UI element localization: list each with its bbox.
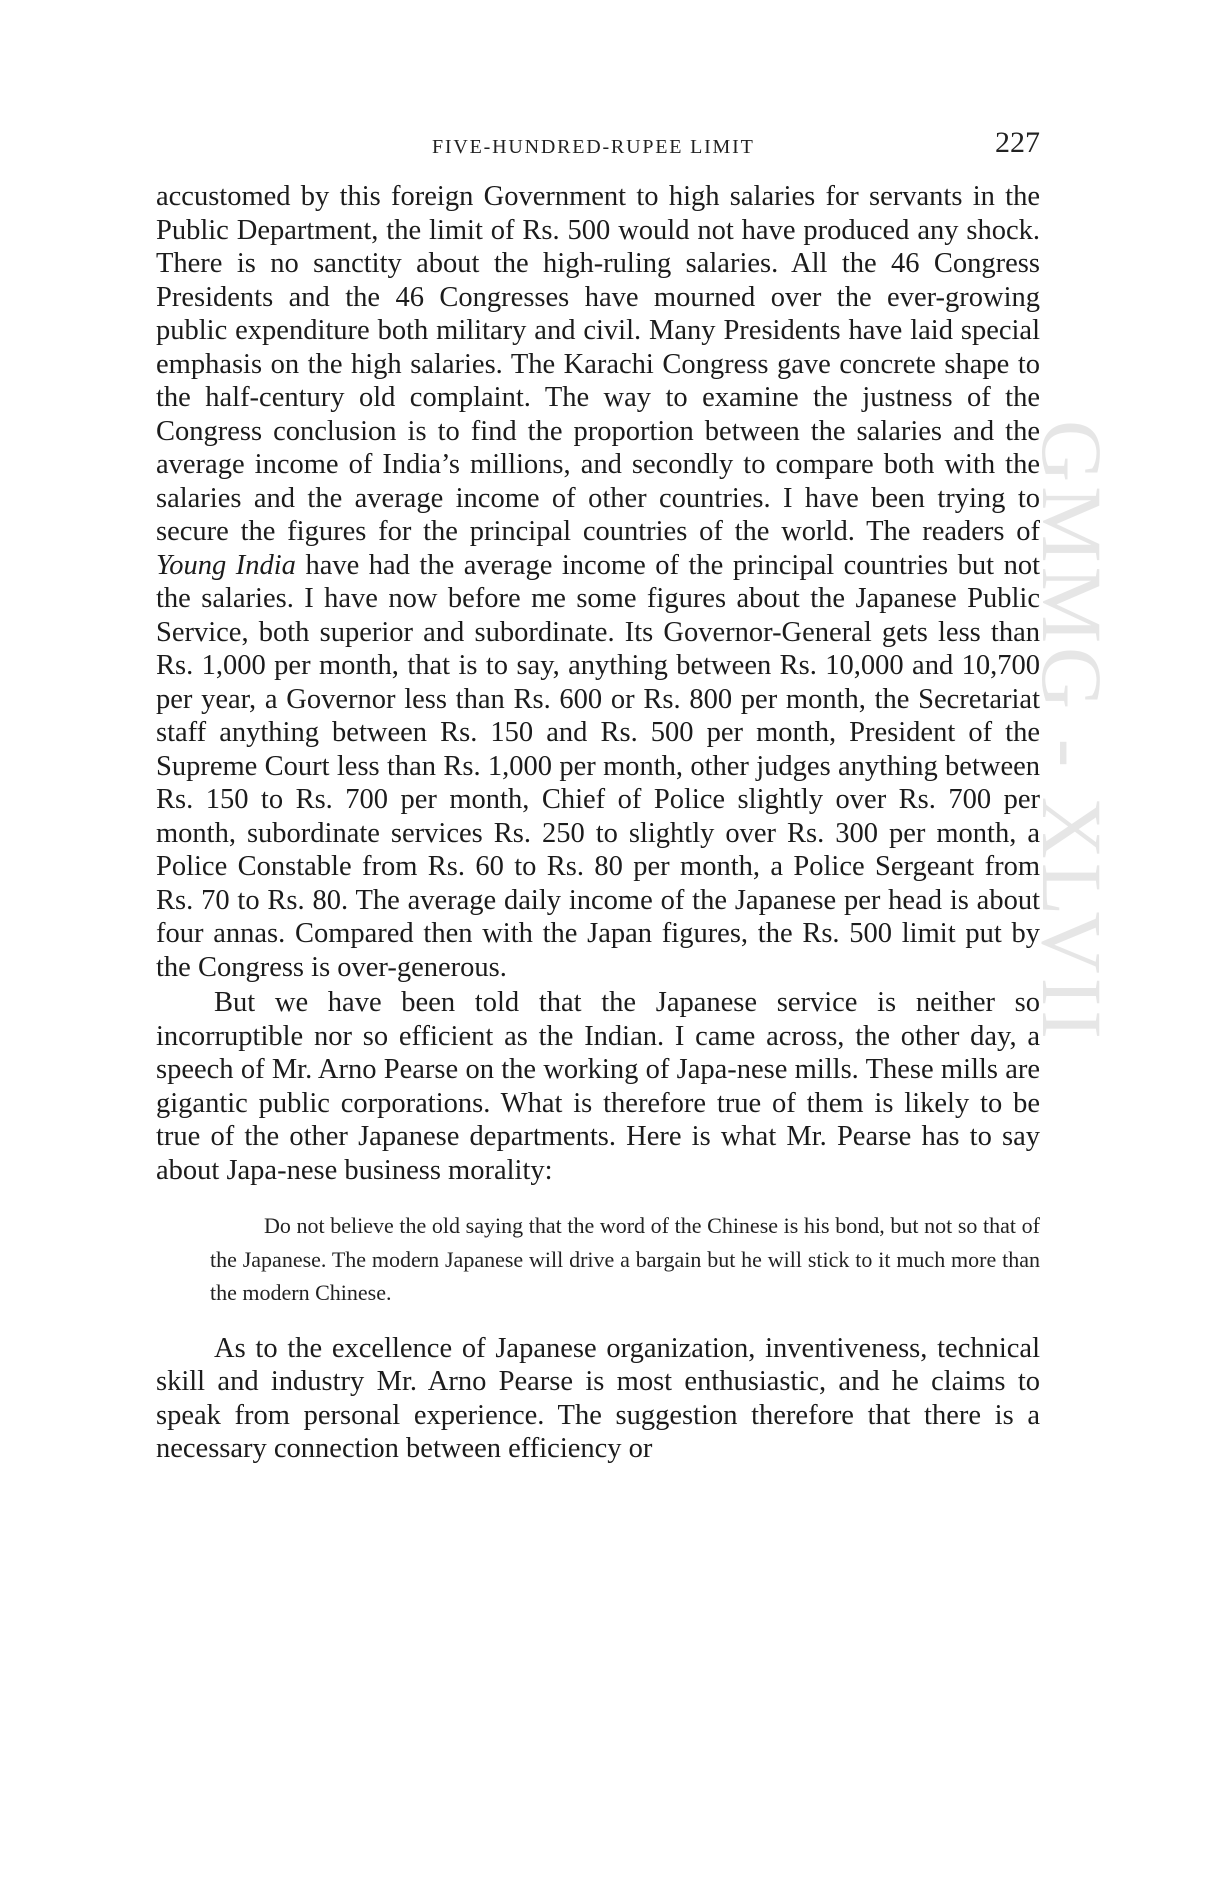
- publication-title: Young India: [156, 549, 296, 581]
- block-quote: Do not believe the old saying that the word of the Chinese is his bond, but not so that of the Japanese. The modern Japanese will drive a bargain but he will stick to it much more than the modern Chinese.: [210, 1213, 1040, 1305]
- body-text: [156, 180, 1040, 1466]
- paragraph-continued: [156, 180, 1040, 984]
- watermark-text: GMMG - XLVII: [1024, 420, 1120, 1043]
- running-head: FIVE-HUNDRED-RUPEE LIMIT: [432, 136, 755, 158]
- paragraph-text-part: accustomed by this foreign Government to high salaries for servants in the Public Department, the limit of Rs. 500 would not have produced any shock. There is no sanctity about the high-ruling salaries. All the 46 Congress Presidents and the 46 Congresses have mourned over the ever-growing public expenditure both military and civil. Many Presidents have laid special emphasis on the high salaries. The Karachi Congress gave concrete shape to the half-century old complaint. The way to examine the justness of the Congress conclusion is to find the proportion between the salaries and the average income of India’s millions, and secondly to compare both with the salaries and the average income of other countries. I have been trying to secure the figures for the principal countries of the world. The readers of: [156, 181, 1040, 547]
- paragraph-closing: As to the excellence of Japanese organization, inventiveness, technical skill and industry Mr. Arno Pearse is most enthusiastic, and he claims to speak from personal experience. The suggestion therefore that there is a necessary connection between efficiency or: [156, 1332, 1040, 1464]
- watermark: [1024, 420, 1122, 1460]
- page-header: [156, 126, 1040, 166]
- page-number: 227: [995, 126, 1040, 159]
- paragraph-text-part: have had the average income of the principal countries but not the salaries. I have now before me some figures about the Japanese Public Service, both superior and subordinate. Its Governor-General gets less than Rs. 1,000 per month, that is to say, anything between Rs. 10,000 and 10,700 per year, a Governor less than Rs. 600 or Rs. 800 per month, the Secretariat staff anything between Rs. 150 and Rs. 500 per month, President of the Supreme Court less than Rs. 1,000 per month, other judges anything between Rs. 150 to Rs. 700 per month, Chief of Police slightly over Rs. 700 per month, subordinate services Rs. 250 to slightly over Rs. 300 per month, a Police Constable from Rs. 60 to Rs. 80 per month, a Police Sergeant from Rs. 70 to Rs. 80. The average daily income of the Japanese per head is about four annas. Compared then with the Japan figures, the Rs. 500 limit put by the Congress is over-generous.: [156, 549, 1040, 983]
- paragraph: But we have been told that the Japanese service is neither so incorruptible nor so efficient as the Indian. I came across, the other day, a speech of Mr. Arno Pearse on the working of Japa-nese mills. These mills are gigantic public corporations. What is therefore true of them is likely to be true of the other Japanese departments. Here is what Mr. Pearse has to say about Japa-nese business morality:: [156, 987, 1040, 1186]
